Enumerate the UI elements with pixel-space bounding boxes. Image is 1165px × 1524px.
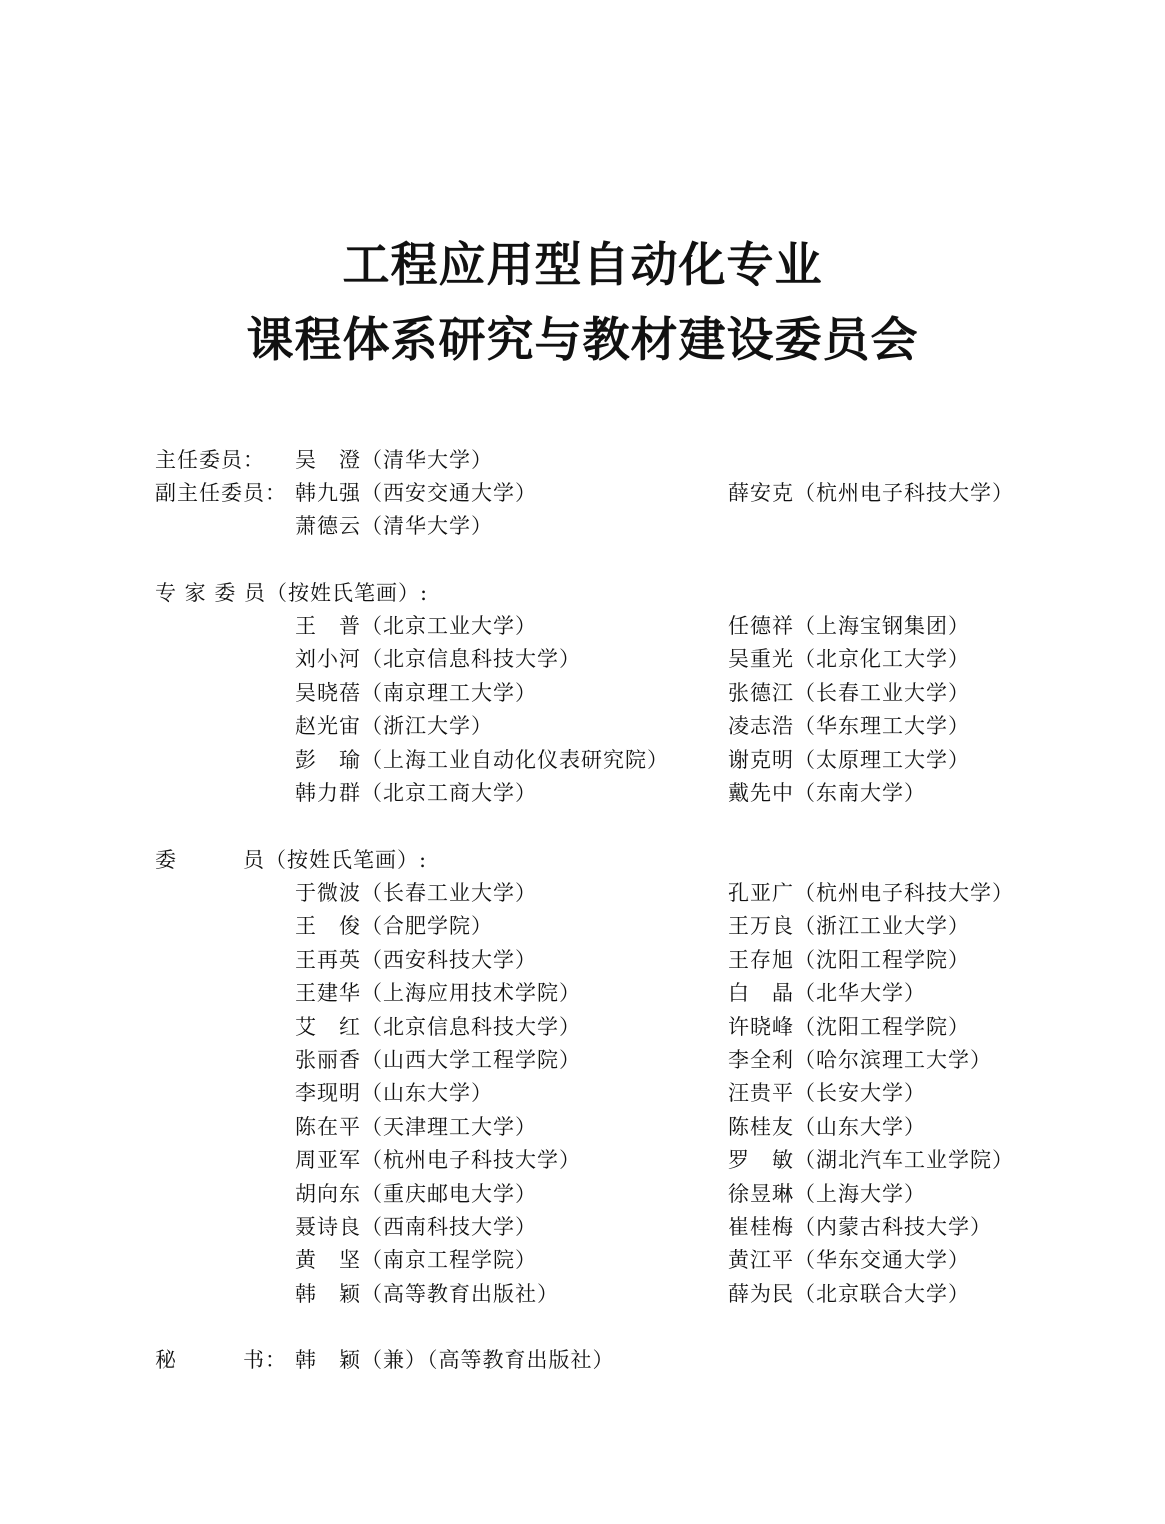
experts-entry: 凌志浩（华东理工大学） <box>728 714 970 739</box>
director-label: 主任委员： <box>155 448 265 472</box>
members-entry: 白 晶（北华大学） <box>728 981 926 1006</box>
page-title-line-1: 工程应用型自动化专业 <box>342 238 823 293</box>
members-label-note: （按姓氏笔画）: <box>265 848 428 872</box>
members-label <box>155 846 427 874</box>
experts-label-text: 专 家 委 员 <box>155 581 267 605</box>
experts-label <box>155 579 428 607</box>
members-entry: 张丽香（山西大学工程学院） <box>295 1048 581 1072</box>
members-entry: 李全利（哈尔滨理工大学） <box>728 1048 992 1072</box>
members-entry: 孔亚广（杭州电子科技大学） <box>728 881 1014 905</box>
experts-entry: 韩力群（北京工商大学） <box>295 781 537 805</box>
members-entry: 王万良（浙江工业大学） <box>728 914 970 939</box>
members-entry: 胡向东（重庆邮电大学） <box>295 1181 537 1206</box>
members-entry: 周亚军（杭州电子科技大学） <box>295 1148 581 1173</box>
page-title-line-2: 课程体系研究与教材建设委员会 <box>246 313 919 368</box>
members-entry: 韩 颖（高等教育出版社） <box>295 1281 559 1306</box>
members-label-text: 委 员 <box>155 848 265 872</box>
members-entry: 罗 敏（湖北汽车工业学院） <box>728 1148 1014 1173</box>
experts-entry: 戴先中（东南大学） <box>728 781 926 805</box>
experts-entry: 吴晓蓓（南京理工大学） <box>295 680 537 705</box>
members-entry: 黄江平（华东交通大学） <box>728 1248 970 1273</box>
vice-director-entry: 薛安克（杭州电子科技大学） <box>728 481 1014 505</box>
members-entry: 聂诗良（西南科技大学） <box>295 1215 537 1239</box>
experts-entry: 刘小河（北京信息科技大学） <box>295 647 581 672</box>
members-entry: 王建华（上海应用技术学院） <box>295 981 581 1006</box>
members-entry: 薛为民（北京联合大学） <box>728 1281 970 1306</box>
members-entry: 李现明（山东大学） <box>295 1081 493 1106</box>
experts-entry: 谢克明（太原理工大学） <box>728 747 970 772</box>
experts-entry: 张德江（长春工业大学） <box>728 680 970 705</box>
secretary-name: 韩 颖（兼）（高等教育出版社） <box>295 1348 615 1372</box>
experts-entry: 赵光宙（浙江大学） <box>295 714 493 739</box>
experts-label-note: （按姓氏笔画）: <box>266 581 429 605</box>
members-entry: 王再英（西安科技大学） <box>295 947 537 972</box>
members-entry: 艾 红（北京信息科技大学） <box>295 1014 581 1039</box>
experts-entry: 彭 瑜（上海工业自动化仪表研究院） <box>295 747 669 772</box>
experts-entry: 任德祥（上海宝钢集团） <box>728 614 970 638</box>
members-entry: 王存旭（沈阳工程学院） <box>728 947 970 972</box>
secretary-label: 秘 书： <box>155 1348 287 1372</box>
members-entry: 陈桂友（山东大学） <box>728 1114 926 1139</box>
vice-director-entry: 萧德云（清华大学） <box>295 514 493 538</box>
vice-director-label: 副主任委员： <box>155 481 287 505</box>
members-entry: 王 俊（合肥学院） <box>295 914 493 939</box>
members-entry: 陈在平（天津理工大学） <box>295 1114 537 1139</box>
experts-entry: 吴重光（北京化工大学） <box>728 647 970 672</box>
experts-entry: 王 普（北京工业大学） <box>295 614 537 638</box>
members-entry: 许晓峰（沈阳工程学院） <box>728 1014 970 1039</box>
vice-director-entry: 韩九强（西安交通大学） <box>295 481 537 505</box>
members-entry: 于微波（长春工业大学） <box>295 881 537 905</box>
members-entry: 汪贵平（长安大学） <box>728 1081 926 1106</box>
members-entry: 徐昱琳（上海大学） <box>728 1181 926 1206</box>
members-entry: 黄 坚（南京工程学院） <box>295 1248 537 1273</box>
director-name: 吴 澄（清华大学） <box>295 448 493 472</box>
members-entry: 崔桂梅（内蒙古科技大学） <box>728 1215 992 1239</box>
